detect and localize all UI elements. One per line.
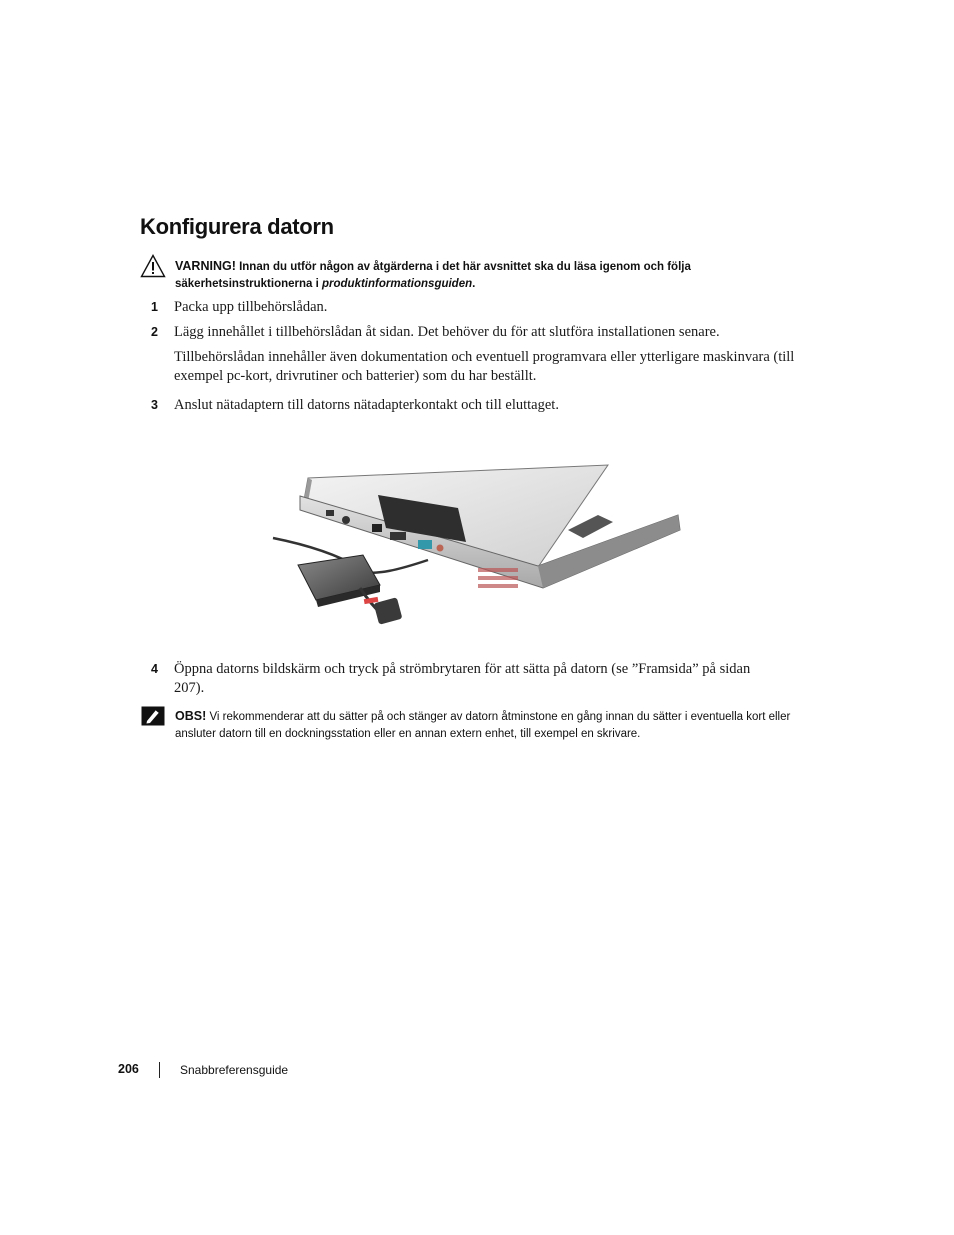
- warning-text: [175, 258, 815, 293]
- footer-separator: [159, 1062, 160, 1078]
- footer-guide-title: Snabbreferensguide: [180, 1063, 289, 1077]
- step-4-text: Öppna datorns bildskärm och tryck på strömbrytaren för att sätta på datorn (se ”Framsida” på sidan 207).: [174, 661, 751, 696]
- step-3-number: 3: [151, 398, 158, 412]
- step-2-detail: Tillbehörslådan innehåller även dokumentation och eventuell programvara eller ytterligare maskinvara (till exempel pc-kort, drivrutiner och batterier) som du har beställt.: [174, 349, 795, 384]
- step-4-number: 4: [151, 662, 158, 676]
- step-2-text: Lägg innehållet i tillbehörslådan åt sidan. Det behöver du för att slutföra installationen senare.: [174, 324, 720, 340]
- note-pencil-icon: [141, 706, 165, 726]
- note-label: OBS!: [175, 709, 207, 723]
- warning-end: .: [472, 278, 476, 290]
- step-1-text: Packa upp tillbehörslådan.: [174, 299, 328, 315]
- warning-body: Innan du utför någon av åtgärderna i det här avsnittet ska du läsa igenom och följa säkerhetsinstruktionerna i: [175, 261, 691, 290]
- step-3-text: Anslut nätadaptern till datorns nätadapterkontakt och till eluttaget.: [174, 397, 559, 413]
- page-title: Konfigurera datorn: [140, 214, 334, 239]
- note-body: Vi rekommenderar att du sätter på och stänger av datorn åtminstone en gång innan du sätter i eventuella kort eller ansluter datorn till en dockningsstation eller en annan extern enhet, till exempel en skrivare.: [175, 711, 791, 740]
- laptop-ac-adapter-illustration: [268, 460, 688, 635]
- warning-label: VARNING!: [175, 259, 236, 273]
- step-2-number: 2: [151, 325, 158, 339]
- note-text: [175, 708, 815, 743]
- warning-guide-name: produktinformationsguiden: [322, 278, 473, 290]
- warning-triangle-icon: [140, 254, 166, 278]
- page-number: 206: [118, 1062, 139, 1076]
- step-1-number: 1: [151, 300, 158, 314]
